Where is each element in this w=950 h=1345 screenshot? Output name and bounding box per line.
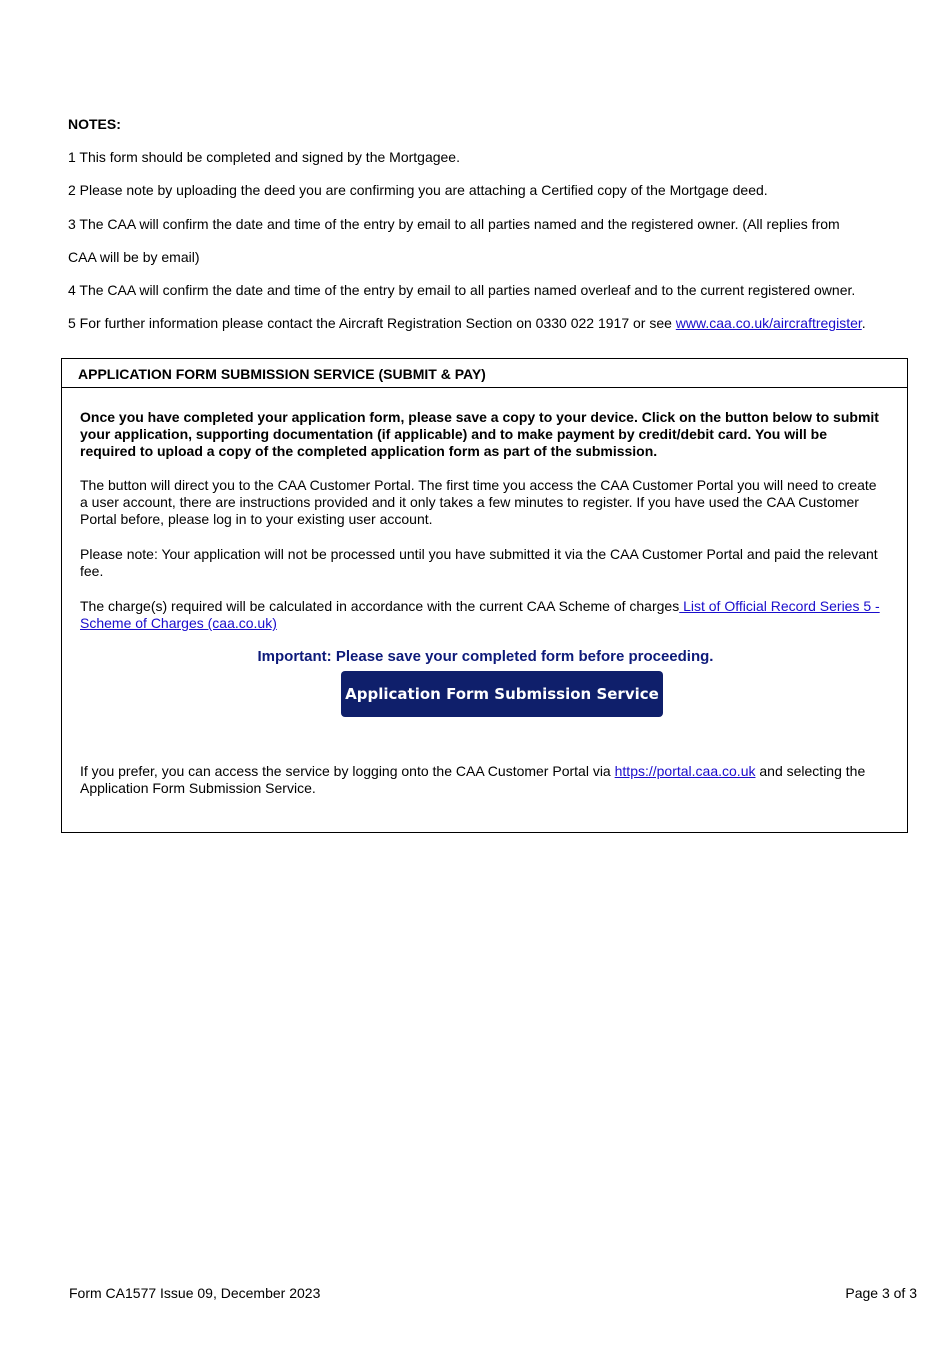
form-identifier: Form CA1577 Issue 09, December 2023: [69, 1285, 321, 1301]
application-form-submission-button[interactable]: Application Form Submission Service: [341, 671, 663, 717]
note-3: 3 The CAA will confirm the date and time of the entry by email to all parties named and the registered owner. (All replies from: [68, 216, 840, 232]
submission-service-box: [61, 358, 908, 833]
note-1: 1 This form should be completed and signed by the Mortgagee.: [68, 149, 460, 165]
note-4: 4 The CAA will confirm the date and time of the entry by email to all parties named overleaf and to the current registered owner.: [68, 282, 856, 298]
portal-info: The button will direct you to the CAA Customer Portal. The first time you access the CAA Customer Portal you will need to create a user account, there are instructions provided and it only takes a few minutes to register. If you have used the CAA Customer Portal before, please log in to your existing user account.: [80, 477, 877, 527]
note-3-continued: CAA will be by email): [68, 249, 200, 265]
customer-portal-link[interactable]: https://portal.caa.co.uk: [614, 763, 756, 779]
submission-intro: Once you have completed your application form, please save a copy to your device. Click on the button below to submit your application, supporting documentation (if applicable) and to make payment by credit/debit card. You will be required to upload a copy of the completed application form as part of the submission.: [80, 409, 879, 459]
notes-heading: NOTES:: [68, 116, 121, 132]
note-5-suffix: .: [861, 315, 866, 331]
submission-service-heading: APPLICATION FORM SUBMISSION SERVICE (SUBMIT & PAY): [62, 359, 907, 388]
alternative-access-text: [80, 763, 880, 797]
charges-text: [80, 598, 880, 632]
note-2: 2 Please note by uploading the deed you are confirming you are attaching a Certified copy of the Mortgage deed.: [68, 182, 768, 198]
scheme-of-charges-link[interactable]: List of Official Record Series 5 - Scheme of Charges (caa.co.uk): [80, 598, 880, 631]
alternative-access-suffix: and selecting the Application Form Submission Service.: [80, 763, 866, 796]
alternative-access-prefix: If you prefer, you can access the service by logging onto the CAA Customer Portal via: [80, 763, 615, 779]
processing-note: Please note: Your application will not be processed until you have submitted it via the CAA Customer Portal and paid the relevant fee.: [80, 546, 878, 579]
page-number: Page 3 of 3: [845, 1285, 917, 1301]
charges-text-prefix: The charge(s) required will be calculated in accordance with the current CAA Scheme of charges: [80, 598, 680, 614]
important-notice: Important: Please save your completed form before proceeding.: [257, 648, 714, 665]
note-5-text: 5 For further information please contact the Aircraft Registration Section on 0330 022 1917 or see: [68, 315, 676, 331]
note-5: [68, 315, 866, 331]
aircraft-register-link[interactable]: www.caa.co.uk/aircraftregister: [675, 315, 862, 331]
